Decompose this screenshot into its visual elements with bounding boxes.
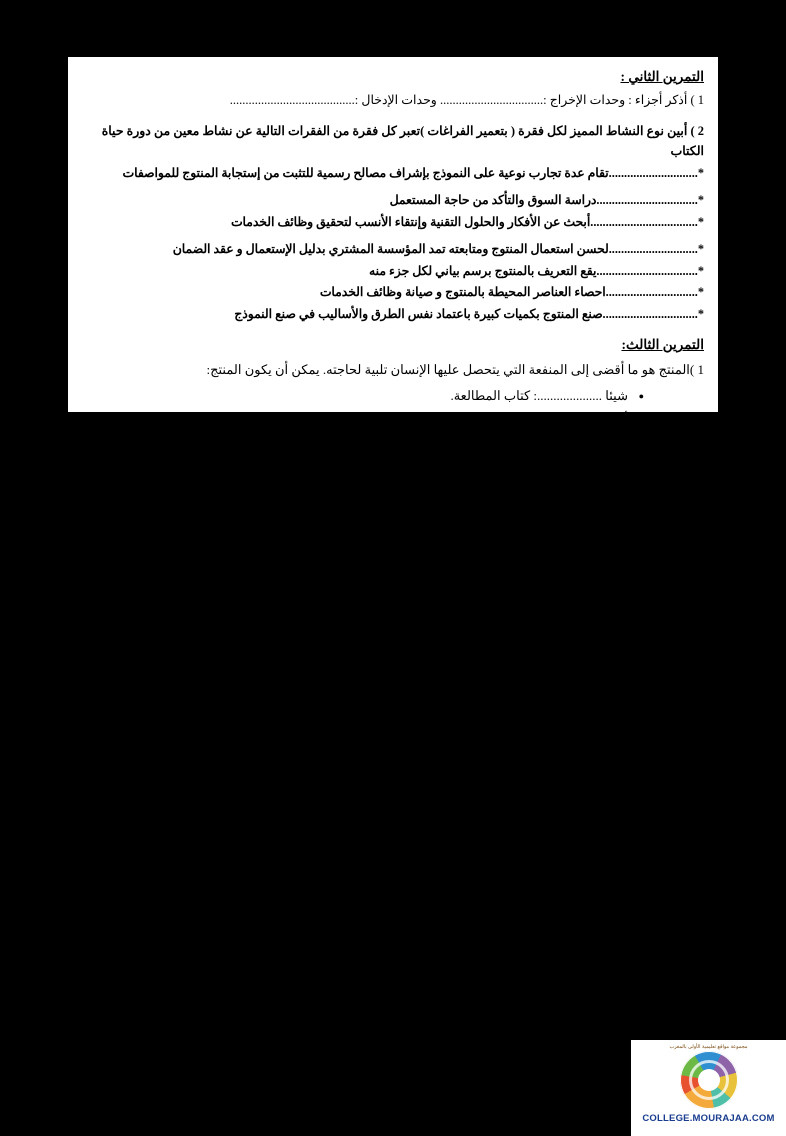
spacer [82,325,704,335]
exercise2-question-1: 1 ) أذكر أجزاء : وحدات الإخراج :................................. وحدات الإدخال :........................................ [229,93,704,108]
site-watermark [631,1040,786,1136]
color-wheel-icon [680,1051,738,1109]
document-page [68,57,718,427]
watermark-arabic-tagline: مجموعة مواقع تعليمية الأولى بالمغرب [669,1044,748,1050]
spacer [82,113,704,119]
exercise2-question-2: 2 ) أبين نوع النشاط المميز لكل فقرة ( بتعمير الفراغات )تعبر كل فقرة من الفقرات التالية عن نشاط معين من دورة حياة الكتاب [101,123,704,158]
watermark-url: COLLEGE.MOURAJAA.COM [642,1113,775,1124]
exercise3-bullet-list [82,384,704,432]
exercise2-item-6: *..............................احصاء العناصر المحيطة بالمنتوج و صيانة وظائف الخدمات [319,285,704,300]
exercise3-title: التمرين الثالث: [621,337,704,353]
exercise2-item-4: *.............................لحسن استعمال المنتوج ومتابعته تمد المؤسسة المشتري بدليل الإستعمال و عقد الضمان [172,242,704,257]
exercise2-item-7: *...............................صنع المنتوج بكميات كبيرة باعتماد نفس الطرق والأساليب في صنع النموذج [234,306,704,321]
exercise2-item-1: *.............................تقام عدة تجارب نوعية على النموذج بإشراف مصالح رسمية للتثبت من إستجابة المنتوج للمواصفات [122,165,704,180]
exercise2-title: التمرين الثاني : [620,69,704,84]
exercise2-item-5: *.................................يقع التعريف بالمنتوج برسم بياني لكل جزء منه [369,263,704,278]
list-item: ● أو ..... ....................: تصفيف الشعر. [82,408,644,432]
exercise3-question-1: 1 )المنتج هو ما أقضى إلى المنفعة التي يتحصل عليها الإنسان تلبية لحاجته. يمكن أن يكون المنتج: [206,362,704,378]
list-item: ● شيئا ....................: كتاب المطالعة. [82,384,644,408]
exercise2-item-3: *...................................أبحث عن الأفكار والحلول التقنية وإنتقاء الأنسب لتحقيق وظائف الخدمات [230,214,704,229]
exercise2-item-2: *.................................دراسة السوق والتأكد من حاجة المستعمل [389,193,704,208]
